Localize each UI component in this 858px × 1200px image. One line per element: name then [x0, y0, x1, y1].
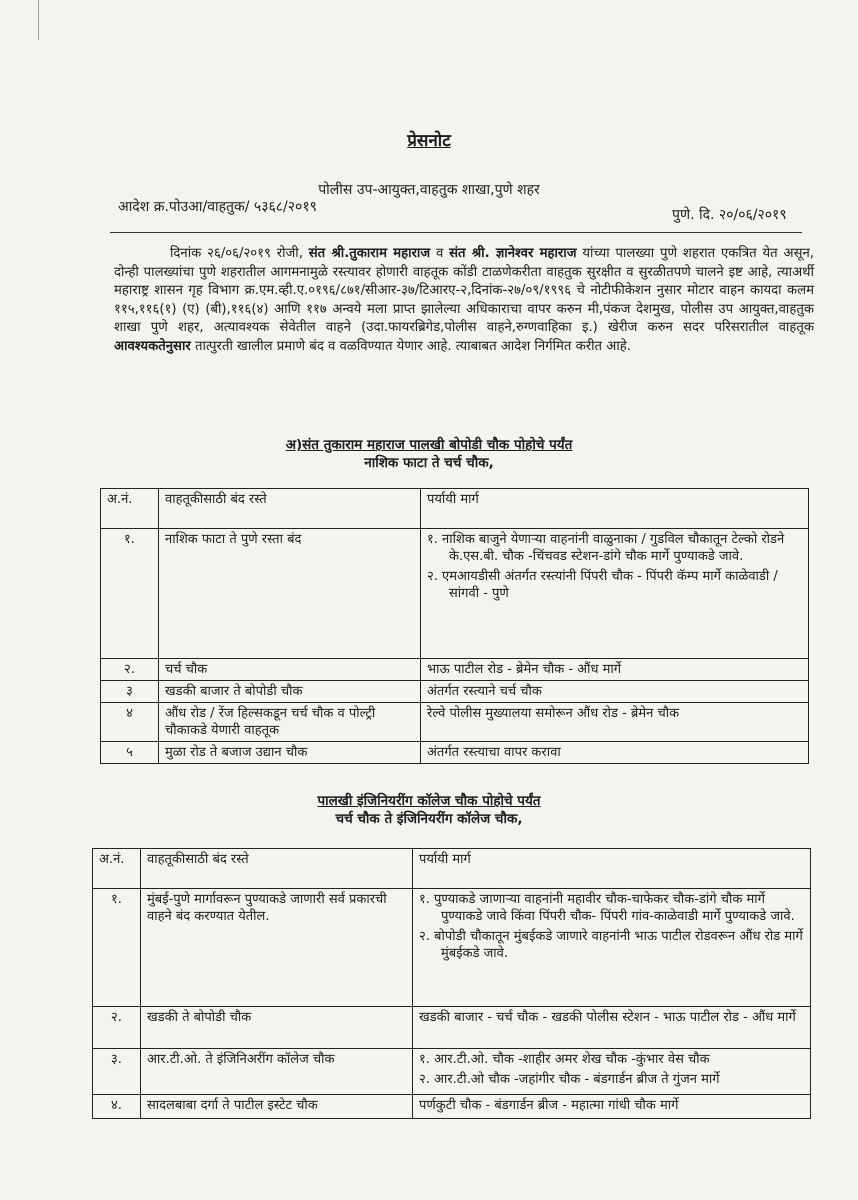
alternate-route: [421, 529, 809, 659]
intro-bold: संत श्री.तुकाराम महाराज: [308, 246, 431, 261]
table-row: [93, 1049, 811, 1095]
alternate-route-item: १. आर.टी.ओ. चौक -शाहीर अमर शेख चौक -कुंभार वेस चौक: [419, 1052, 710, 1067]
intro-text: व: [430, 246, 450, 261]
section-b-heading: [0, 792, 858, 828]
order-number: आदेश क्र.पोउआ/वाहतुक/ ५३६८/२०१९: [118, 199, 317, 215]
alternate-route: खडकी बाजार - चर्च चौक - खडकी पोलीस स्टेशन - भाऊ पाटील रोड - औंध मार्गे: [413, 1007, 811, 1049]
closed-road: औंध रोड / रेंज हिल्सकडून चर्च चौक व पोल्ट्री चौकाकडे येणारी वाहतूक: [159, 703, 421, 742]
alternate-route-list: [427, 531, 802, 602]
intro-bold: संत श्री. ज्ञानेश्वर महाराज: [449, 246, 577, 261]
intro-text: दिनांक २६/०६/२०१९ रोजी,: [170, 246, 309, 261]
closed-road: आर.टी.ओ. ते इंजिनिअरींग कॉलेज चौक: [141, 1049, 413, 1095]
alternate-route: रेल्वे पोलीस मुख्यालया समोरून औंध रोड - ब्रेमेन चौक: [421, 703, 809, 742]
intro-bold: आवश्यकतेनुसार: [114, 338, 191, 354]
header-divider: [110, 232, 802, 233]
closed-road: मुळा रोड ते बजाज उद्यान चौक: [159, 742, 421, 764]
place-date: पुणे. दि. २०/०६/२०१९: [672, 207, 787, 223]
section-b-title: पालखी इंजिनियरींग कॉलेज चौक पोहोचे पर्यंत: [317, 793, 541, 809]
row-serial-number: १.: [101, 529, 159, 659]
route-table-b: [92, 848, 811, 1119]
row-serial-number: ३.: [93, 1049, 141, 1095]
alternate-route: भाऊ पाटील रोड - ब्रेमेन चौक - औंध मार्गे: [421, 659, 809, 681]
table-header-row: [93, 849, 811, 889]
table-row: [93, 1007, 811, 1049]
alternate-route-item: २. बोपोडी चौकातून मुंबईकडे जाणारे वाहनांनी भाऊ पाटील रोडवरून औंध रोड मार्गे मुंबईकडे जावे.: [419, 929, 803, 961]
col-header-closed: वाहतूकीसाठी बंद रस्ते: [159, 489, 421, 529]
row-serial-number: १.: [93, 889, 141, 1007]
row-serial-number: २.: [93, 1007, 141, 1049]
alternate-route: [413, 889, 811, 1007]
section-b-subtitle: चर्च चौक ते इंजिनियरींग कॉलेज चौक,: [335, 811, 523, 827]
alternate-route: [413, 1049, 811, 1095]
alternate-route-list: [419, 891, 804, 962]
section-a-subtitle: नाशिक फाटा ते चर्च चौक,: [364, 455, 494, 471]
closed-road: खडकी बाजार ते बोपोडी चौक: [159, 681, 421, 703]
col-header-sn: अ.नं.: [101, 489, 159, 529]
table-row: [93, 1095, 811, 1119]
alternate-route-item: १. पुण्याकडे जाणाऱ्या वाहनांनी महावीर चौक-चाफेकर चौक-डांगे चौक मार्गे पुण्याकडे जावे किंवा पिंपरी चौक- पिंपरी गांव-काळेवाडी मार्गे पुण्याकडे जावे.: [419, 892, 795, 924]
closed-road: चर्च चौक: [159, 659, 421, 681]
closed-road: सादलबाबा दर्गा ते पाटील इस्टेट चौक: [141, 1095, 413, 1119]
section-a-heading: [0, 436, 858, 472]
alternate-route: अंतर्गत रस्त्याने चर्च चौक: [421, 681, 809, 703]
closed-road: मुंबई-पुणे मार्गावरून पुण्याकडे जाणारी सर्व प्रकारची वाहने बंद करण्यात येतील.: [141, 889, 413, 1007]
col-header-closed: वाहतूकीसाठी बंद रस्ते: [141, 849, 413, 889]
col-header-sn: अ.नं.: [93, 849, 141, 889]
row-serial-number: ४: [101, 703, 159, 742]
document-title: प्रेसनोट: [407, 131, 451, 151]
closed-road: खडकी ते बोपोडी चौक: [141, 1007, 413, 1049]
row-serial-number: ३: [101, 681, 159, 703]
page-margin-line: [38, 0, 39, 40]
alternate-route: अंतर्गत रस्त्याचा वापर करावा: [421, 742, 809, 764]
issuing-office: पोलीस उप-आयुक्त,वाहतुक शाखा,पुणे शहर: [318, 182, 540, 198]
col-header-alt: पर्यायी मार्ग: [421, 489, 809, 529]
alternate-route: पर्णकुटी चौक - बंडगार्डन ब्रीज - महात्मा गांधी चौक मार्गे: [413, 1095, 811, 1119]
row-serial-number: ५: [101, 742, 159, 764]
intro-paragraph: [114, 245, 814, 356]
table-row: [101, 703, 809, 742]
table-row: [101, 742, 809, 764]
table-row: [101, 659, 809, 681]
table-row: [101, 681, 809, 703]
table-header-row: [101, 489, 809, 529]
table-row: [93, 889, 811, 1007]
row-serial-number: २.: [101, 659, 159, 681]
route-table-a: [100, 488, 809, 764]
table-row: [101, 529, 809, 659]
alternate-route-item: २. एमआयडीसी अंतर्गत रस्त्यांनी पिंपरी चौक - पिंपरी कॅम्प मार्गे काळेवाडी / सांगवी - पुणे: [427, 569, 778, 601]
alternate-route-item: २. आर.टी.ओ चौक -जहांगीर चौक - बंडगार्डन ब्रीज ते गुंजन मार्गे: [419, 1072, 720, 1087]
alternate-route-list: [419, 1051, 804, 1088]
closed-road: नाशिक फाटा ते पुणे रस्ता बंद: [159, 529, 421, 659]
section-a-title: अ)संत तुकाराम महाराज पालखी बोपोडी चौक पोहोचे पर्यंत: [285, 437, 573, 453]
alternate-route-item: १. नाशिक बाजुने येणाऱ्या वाहनांनी वाळुनाका / गुडविल चौकातून टेल्को रोडने के.एस.बी. चौक -चिंचवड स्टेशन-डांगे चौक मार्गे पुण्याकडे जावे.: [427, 532, 785, 564]
row-serial-number: ४.: [93, 1095, 141, 1119]
intro-text: यांच्या पालख्या पुणे शहरात एकत्रित येत असून, दोन्ही पालख्यांचा पुणे शहरातील आगमनामुळे रस्त्यावर होणारी वाहतूक कोंडी टाळणेकरीता वाहतुक सुरक्षीत व सुरळीतपणे चालने इष्ट आहे, त्याअर्थी महाराष्ट्र शासन गृह विभाग क्र.एम.व्ही.ए.०१९६/८७१/सीआर-३७/टिआरए-२,दिनांक-२७/०९/१९९६ चे नोटीफीकेशन नुसार मोटार वाहन कायदा कलम ११५,११६(१) (ए) (बी),११६(४) आणि ११७ अन्वये मला प्राप्त झालेल्या अधिकाराचा वापर करुन मी,पंकज देशमुख, पोलीस उप आयुक्त,वाहतुक शाखा पुणे शहर, अत्यावश्यक सेवेतील वाहने (उदा.फायरब्रिगेड,पोलीस वाहने,रुग्णवाहिका इ.) खेरीज करुन सदर परिसरातील वाहतूक: [114, 246, 814, 335]
intro-text: तात्पुरती खालील प्रमाणे बंद व वळविण्यात येणार आहे. त्याबाबत आदेश निर्गमित करीत आहे.: [190, 338, 631, 354]
col-header-alt: पर्यायी मार्ग: [413, 849, 811, 889]
